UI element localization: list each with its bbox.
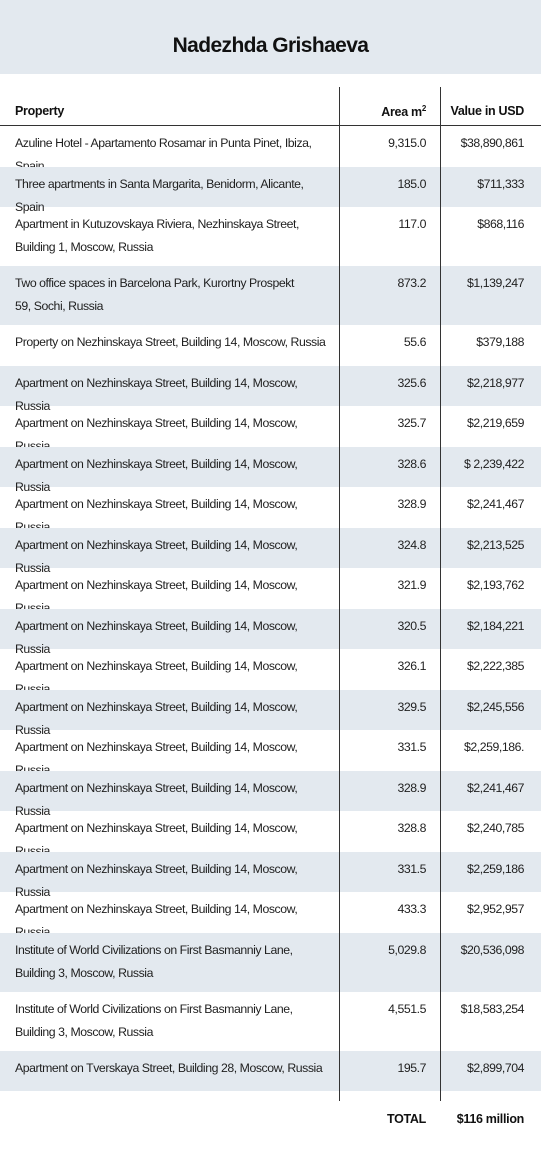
cell-value: $2,193,762 <box>466 578 524 592</box>
cell-property: Apartment on Nezhinskaya Street, Building 14, Moscow, Russia <box>15 537 298 575</box>
table-row <box>0 771 541 818</box>
cell-area: 324.8 <box>397 537 426 552</box>
cell-area: 328.6 <box>397 456 426 471</box>
cell-property: Apartment on Nezhinskaya Street, Building 14, Moscow, <box>15 740 298 754</box>
total-row <box>0 1108 541 1134</box>
header-property: Property <box>15 104 65 118</box>
cell-area: 320.5 <box>397 618 426 633</box>
cell-area: 331.5 <box>397 740 426 754</box>
cell-area: 328.9 <box>397 497 426 511</box>
cell-area: 328.9 <box>397 780 426 795</box>
cell-property: Apartment on Nezhinskaya Street, Building 14, Moscow, <box>15 497 298 511</box>
table-row <box>0 126 541 167</box>
cell-property: Property on Nezhinskaya Street, Building 14, Moscow, Russia <box>15 335 326 349</box>
cell-area: 328.8 <box>397 821 426 835</box>
property-table <box>0 87 541 1091</box>
page-title: Nadezhda Grishaeva <box>172 34 369 57</box>
cell-property: Azuline Hotel - Apartamento Rosamar in Punta Pinet, Ibiza, <box>15 136 312 150</box>
cell-value: $711,333 <box>477 176 524 191</box>
cell-area: 5,029.8 <box>388 942 426 957</box>
cell-value: $2,241,467 <box>466 497 524 511</box>
cell-area: 325.6 <box>397 375 426 390</box>
cell-value: $2,222,385 <box>466 659 524 673</box>
cell-area: 321.9 <box>397 578 426 592</box>
cell-property: Apartment on Nezhinskaya Street, Building 14, Moscow, <box>15 821 298 835</box>
cell-property: Institute of World Civilizations on First Basmanniy Lane, Building 3, Moscow, Russia <box>15 1001 293 1039</box>
cell-property: Apartment in Kutuzovskaya Riviera, Nezhinskaya Street, Building 1, Moscow, Russia <box>15 217 299 254</box>
cell-property: Two office spaces in Barcelona Park, Kurortny Prospekt 59, Sochi, Russia <box>15 276 294 313</box>
cell-value: $2,259,186 <box>466 861 524 876</box>
total-label: TOTAL <box>386 1112 426 1126</box>
table-row <box>0 933 541 992</box>
cell-property: Apartment on Nezhinskaya Street, Building 14, Moscow, <box>15 416 298 430</box>
header-value: Value in USD <box>450 104 524 118</box>
total-value: $116 million <box>456 1112 524 1126</box>
cell-area: 195.7 <box>397 1060 426 1075</box>
header-area-label: Area m <box>381 105 422 120</box>
table-row <box>0 266 541 325</box>
cell-value: $2,899,704 <box>466 1060 524 1075</box>
cell-area: 873.2 <box>397 276 426 290</box>
cell-area: 329.5 <box>397 699 426 714</box>
header-area <box>340 104 426 119</box>
table-row <box>0 730 541 771</box>
cell-property: Apartment on Nezhinskaya Street, Building 14, Moscow, <box>15 659 298 673</box>
cell-area: 326.1 <box>397 659 426 673</box>
cell-property: Three apartments in Santa Margarita, Benidorm, Alicante, Spain <box>15 176 304 214</box>
cell-property: Apartment on Nezhinskaya Street, Building 14, Moscow, Russia <box>15 861 298 899</box>
cell-property: Apartment on Tverskaya Street, Building 28, Moscow, Russia <box>15 1060 323 1075</box>
title-band <box>0 0 541 74</box>
cell-value: $868,116 <box>477 217 524 231</box>
cell-value: $20,536,098 <box>460 942 524 957</box>
table-header <box>0 87 541 126</box>
cell-area: 117.0 <box>398 217 426 231</box>
cell-property: Apartment on Nezhinskaya Street, Building 14, Moscow, <box>15 578 298 592</box>
cell-area: 185.0 <box>397 176 426 191</box>
table-row <box>0 487 541 528</box>
cell-area: 331.5 <box>397 861 426 876</box>
cell-property: Apartment on Nezhinskaya Street, Building 14, Moscow, Russia <box>15 456 298 494</box>
cell-property: Apartment on Nezhinskaya Street, Building 14, Moscow, Russia <box>15 699 298 737</box>
cell-value: $ 2,239,422 <box>463 456 524 471</box>
cell-property: Institute of World Civilizations on First Basmanniy Lane, Building 3, Moscow, Russia <box>15 942 293 980</box>
cell-property: Apartment on Nezhinskaya Street, Building 14, Moscow, Russia <box>15 780 298 818</box>
cell-value: $38,890,861 <box>460 136 524 150</box>
cell-area: 9,315.0 <box>388 136 426 150</box>
column-divider-area <box>339 87 340 1101</box>
table-row <box>0 690 541 737</box>
table-row <box>0 167 541 214</box>
table-row <box>0 892 541 933</box>
table-row <box>0 528 541 575</box>
cell-value: $2,241,467 <box>466 780 524 795</box>
cell-value: $18,583,254 <box>460 1001 524 1016</box>
table-row <box>0 207 541 266</box>
table-row <box>0 609 541 656</box>
table-row <box>0 406 541 447</box>
cell-value: $2,240,785 <box>466 821 524 835</box>
cell-area: 433.3 <box>397 902 426 916</box>
cell-area: 4,551.5 <box>388 1001 426 1016</box>
cell-area: 325.7 <box>397 416 426 430</box>
table-row <box>0 649 541 690</box>
cell-property: Apartment on Nezhinskaya Street, Building 14, Moscow, Russia <box>15 618 298 656</box>
cell-value: $379,188 <box>476 335 524 349</box>
cell-property: Apartment on Nezhinskaya Street, Building 14, Moscow, Russia <box>15 375 298 413</box>
table-body <box>0 126 541 1091</box>
table-row <box>0 852 541 899</box>
cell-value: $2,218,977 <box>466 375 524 390</box>
cell-value: $2,245,556 <box>466 699 524 714</box>
table-row <box>0 366 541 413</box>
cell-value: $2,213,525 <box>466 537 524 552</box>
table-row <box>0 325 541 366</box>
cell-value: $1,139,247 <box>466 276 524 290</box>
table-row <box>0 1051 541 1092</box>
cell-area: 55.6 <box>403 335 426 349</box>
cell-value: $2,952,957 <box>466 902 524 916</box>
table-row <box>0 992 541 1051</box>
cell-value: $2,259,186. <box>463 740 524 754</box>
cell-value: $2,184,221 <box>466 618 524 633</box>
column-divider-value <box>440 87 441 1101</box>
cell-value: $2,219,659 <box>466 416 524 430</box>
cell-property: Apartment on Nezhinskaya Street, Building 14, Moscow, <box>15 902 298 916</box>
table-row <box>0 568 541 609</box>
header-area-superscript: 2 <box>421 104 426 113</box>
table-row <box>0 447 541 494</box>
table-row <box>0 811 541 852</box>
